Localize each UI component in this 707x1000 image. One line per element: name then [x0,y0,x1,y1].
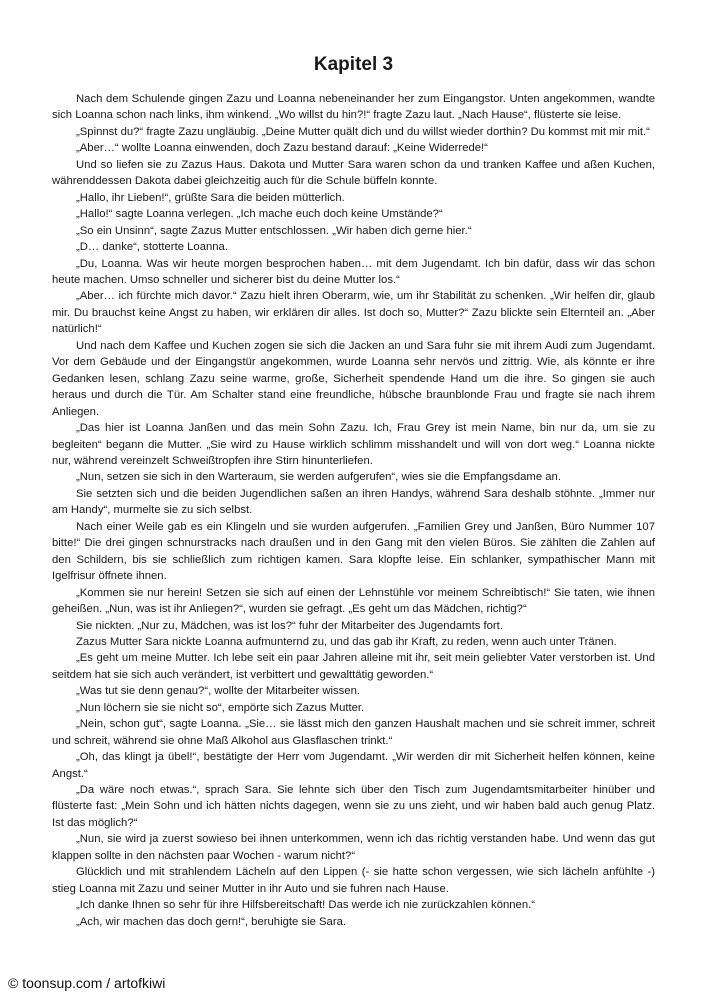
story-paragraph: Sie setzten sich und die beiden Jugendlichen saßen an ihren Handys, während Sara deshalb stöhnte. „Immer nur am Handy“, murmelte sie zu sich selbst. [52,487,655,517]
story-paragraph: Und nach dem Kaffee und Kuchen zogen sie sich die Jacken an und Sara fuhr sie mit ihrem Audi zum Jugendamt. Vor dem Gebäude und der Eingangstür angekommen, wurde Loanna sehr nervös und zittrig. Wie, als könnte er ihre Gedanken lesen, schlang Zazu seine warme, große, Sicherheit spendende Hand um die ihre. So gingen sie auch heraus und durch die Tür. Am Schalter stand eine freundliche, hübsche braunblonde Frau und fragte sie nach ihrem Anliegen. [52,339,655,418]
story-paragraph: Nach dem Schulende gingen Zazu und Loanna nebeneinander her zum Eingangstor. Unten angekommen, wandte sich Loanna schon nach links, ihm winkend. „Wo willst du hin?!“ fragte Zazu laut. „Nach Hause“, flüsterte sie leise. [52,93,655,122]
story-paragraph: „So ein Unsinn“, sagte Zazus Mutter entschlossen. „Wir haben dich gerne hier.“ [76,224,472,237]
story-paragraph: „Ach, wir machen das doch gern!“, beruhigte sie Sara. [76,915,347,928]
story-paragraph: „Du, Loanna. Was wir heute morgen besprochen haben… mit dem Jugendamt. Ich bin dafür, dass wir das schon heute machen. Umso schneller und sicherer bist du deine Mutter los.“ [52,257,655,286]
story-paragraph: „Aber…“ wollte Loanna einwenden, doch Zazu bestand darauf: „Keine Widerrede!“ [76,142,488,155]
story-paragraph: Nach einer Weile gab es ein Klingeln und sie wurden aufgerufen. „Familien Grey und Janßen, Büro Nummer 107 bitte!“ Die drei gingen schnurstracks nach draußen und in den Gang mit den vielen Büros. Sie zählten die Zahlen auf den Schildern, bis sie schließlich zum richtigen kamen. Sara klopfte leise. Ein schlanker, sympathischer Mann mit Igelfrisur öffnete ihnen. [52,520,655,583]
story-paragraph: „Hallo, ihr Lieben!“, grüßte Sara die beiden mütterlich. [76,191,345,204]
story-paragraph: „Nein, schon gut“, sagte Loanna. „Sie… sie lässt mich den ganzen Haushalt machen und sie schreit immer, schreit und schreit, während sie ohne Maß Alkohol aus Glasflaschen trinkt.“ [52,718,655,747]
story-paragraph: „Kommen sie nur herein! Setzen sie sich auf einen der Lehnstühle vor meinem Schreibtisch!“ Sie taten, wie ihnen geheißen. „Nun, was ist ihr Anliegen?“, wurden sie gefragt. „Es geht um das Mädchen, richtig?“ [52,586,655,616]
story-text [52,91,655,930]
story-paragraph: „Was tut sie denn genau?“, wollte der Mitarbeiter wissen. [76,685,361,698]
story-paragraph: „Hallo!“ sagte Loanna verlegen. „Ich mache euch doch keine Umstände?“ [76,208,443,221]
story-paragraph: Zazus Mutter Sara nickte Loanna aufmunternd zu, und das gab ihr Kraft, zu reden, wenn auch unter Tränen. [76,635,617,648]
document-page [52,0,655,930]
story-paragraph: „D… danke“, stotterte Loanna. [76,241,228,254]
story-paragraph: „Es geht um meine Mutter. Ich lebe seit ein paar Jahren alleine mit ihr, seit mein geliebter Vater verstorben ist. Und seitdem hat sie sich auch verändert, ist verbittert und gewalttätig geworden.“ [52,652,655,681]
story-paragraph: „Nun, setzen sie sich in den Warteraum, sie werden aufgerufen“, wies sie die Empfangsdame an. [76,471,561,484]
story-paragraph: „Spinnst du?“ fragte Zazu ungläubig. „Deine Mutter quält dich und du willst wieder dorthin? Du kommst mit mir mit.“ [76,125,650,138]
story-paragraph: „Da wäre noch etwas.“, sprach Sara. Sie lehnte sich über den Tisch zum Jugendamtsmitarbeiter hinüber und flüsterte fast: „Mein Sohn und ich hätten nichts dagegen, wenn sie zu uns zieht, und wir haben bald auch genug Platz. Ist das möglich?“ [52,784,655,829]
story-paragraph: „Oh, das klingt ja übel!“, bestätigte der Herr vom Jugendamt. „Wir werden dir mit Sicherheit helfen können, keine Angst.“ [52,751,655,780]
story-paragraph: „Nun löchern sie sie nicht so“, empörte sich Zazus Mutter. [76,701,365,714]
story-paragraph: „Ich danke Ihnen so sehr für ihre Hilfsbereitschaft! Das werde ich nie zurückzahlen können.“ [76,899,536,912]
chapter-title: Kapitel 3 [313,54,394,75]
copyright-footer: © toonsup.com / artofkiwi [8,975,166,991]
story-paragraph: Glücklich und mit strahlendem Lächeln auf den Lippen (- sie hatte schon vergessen, wie sich lächeln anfühlte -) stieg Loanna mit Zazu und seiner Mutter in ihr Auto und sie fuhren nach Hause. [52,866,655,895]
story-paragraph: „Aber… ich fürchte mich davor.“ Zazu hielt ihren Oberarm, wie, um ihr Stabilität zu schenken. „Wir helfen dir, glaub mir. Du brauchst keine Angst zu haben, wir erklären dir alles. Ist doch so, Mutter?“ Zazu blickte sein Elternteil an. „Aber natürlich!“ [52,290,655,336]
story-paragraph: „Nun, sie wird ja zuerst sowieso bei ihnen unterkommen, wenn ich das richtig verstanden habe. Und wenn das gut klappen sollte in den nächsten paar Wochen - warum nicht?“ [52,833,655,862]
story-paragraph: Und so liefen sie zu Zazus Haus. Dakota und Mutter Sara waren schon da und tranken Kaffee und aßen Kuchen, währenddessen Dakota dabei gleichzeitig auch für die Schule büffeln konnte. [52,158,655,188]
story-paragraph: „Das hier ist Loanna Janßen und das mein Sohn Zazu. Ich, Frau Grey ist mein Name, bin nur da, um sie zu begleiten“ begann die Mutter. „Sie wird zu Hause wirklich schlimm misshandelt und will von dort weg.“ Loanna nickte nur, während vereinzelt Schweißtropfen ihre Stirn hinunterliefen. [52,422,655,467]
story-paragraph: Sie nickten. „Nur zu, Mädchen, was ist los?“ fuhr der Mitarbeiter des Jugendamts fort. [76,619,503,632]
